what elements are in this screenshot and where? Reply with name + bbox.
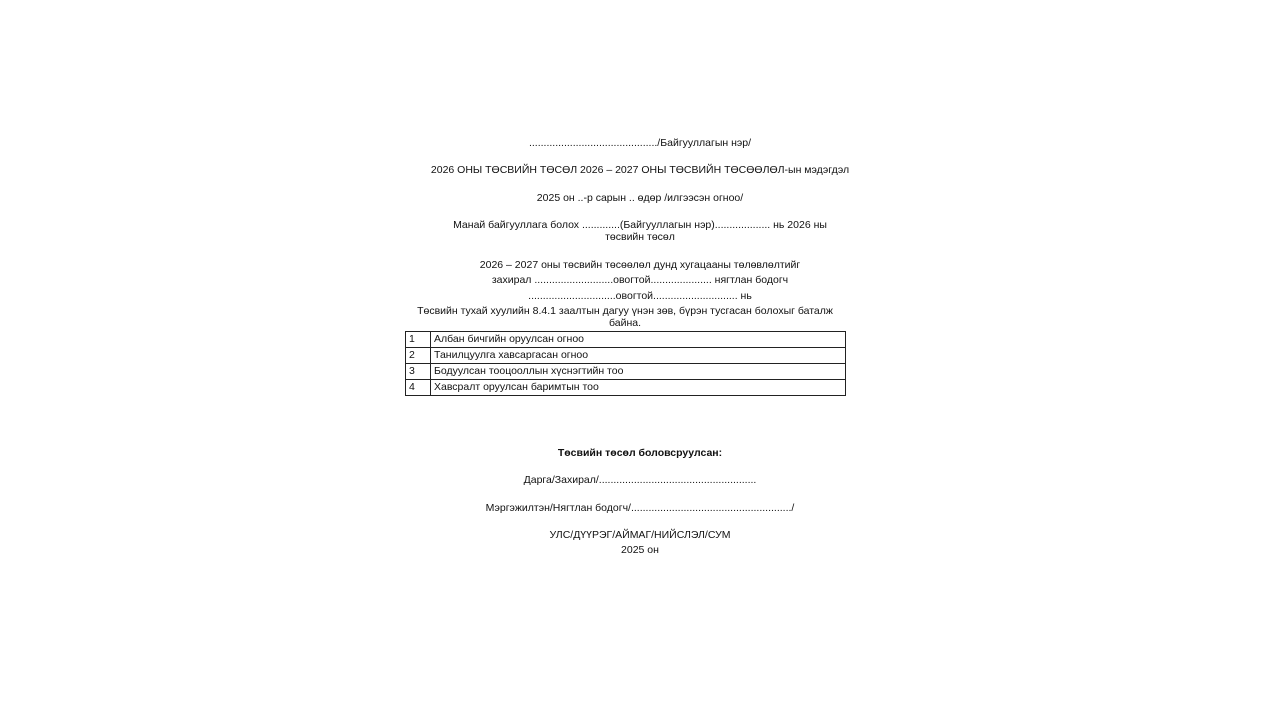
table-row	[406, 332, 846, 348]
row-label: Албан бичгийн оруулсан огноо	[431, 332, 846, 348]
row-number: 4	[406, 380, 431, 396]
row-label: Танилцуулга хавсаргасан огноо	[431, 348, 846, 364]
location-line: УЛС/ДҮҮРЭГ/АЙМАГ/НИЙСЛЭЛ/СУМ	[549, 529, 731, 541]
signatures-heading: Төсвийн төсөл боловсруулсан:	[557, 447, 723, 459]
year-line: 2025 он	[621, 544, 659, 556]
row-number: 3	[406, 364, 431, 380]
document-title: 2026 ОНЫ ТӨСВИЙН ТӨСӨЛ 2026 – 2027 ОНЫ ТӨСВИЙН ТӨСӨӨЛӨЛ-ын мэдэгдэл	[430, 164, 850, 176]
accountant-signature-line: Мэргэжилтэн/Нягтлан бодогч/......................................................./	[485, 502, 795, 514]
organization-name-line: ............................................/Байгууллагын нэр/	[528, 137, 752, 149]
row-number: 2	[406, 348, 431, 364]
details-table	[405, 331, 846, 396]
director-signature-line: Дарга/Захирал/......................................................	[523, 474, 757, 486]
paragraph-line-4: Төсвийн тухай хуулийн 8.4.1 заалтын дагуу үнэн зөв, бүрэн тусгасан болохыг баталж байна.	[417, 305, 833, 329]
table-row	[406, 364, 846, 380]
paragraph-line-2: захирал ...........................овогтой..................... нягтлан бодогч	[491, 274, 789, 286]
row-label: Бодуулсан тооцооллын хүснэгтийн тоо	[431, 364, 846, 380]
intro-line-2: төсвийн төсөл	[605, 231, 675, 243]
table-row	[406, 380, 846, 396]
row-label: Хавсралт оруулсан баримтын тоо	[431, 380, 846, 396]
paragraph-line-3: ..............................овогтой............................. нь	[528, 290, 752, 302]
paragraph-line-1: 2026 – 2027 оны төсвийн төсөөлөл дунд хугацааны төлөвлөлтийг	[479, 259, 801, 271]
table-row	[406, 348, 846, 364]
intro-line-1: Манай байгууллага болох .............(Байгууллагын нэр)................... нь 2026 ны	[453, 219, 827, 231]
date-line: 2025 он ..-р сарын .. өдөр /илгээсэн огноо/	[536, 192, 744, 204]
row-number: 1	[406, 332, 431, 348]
